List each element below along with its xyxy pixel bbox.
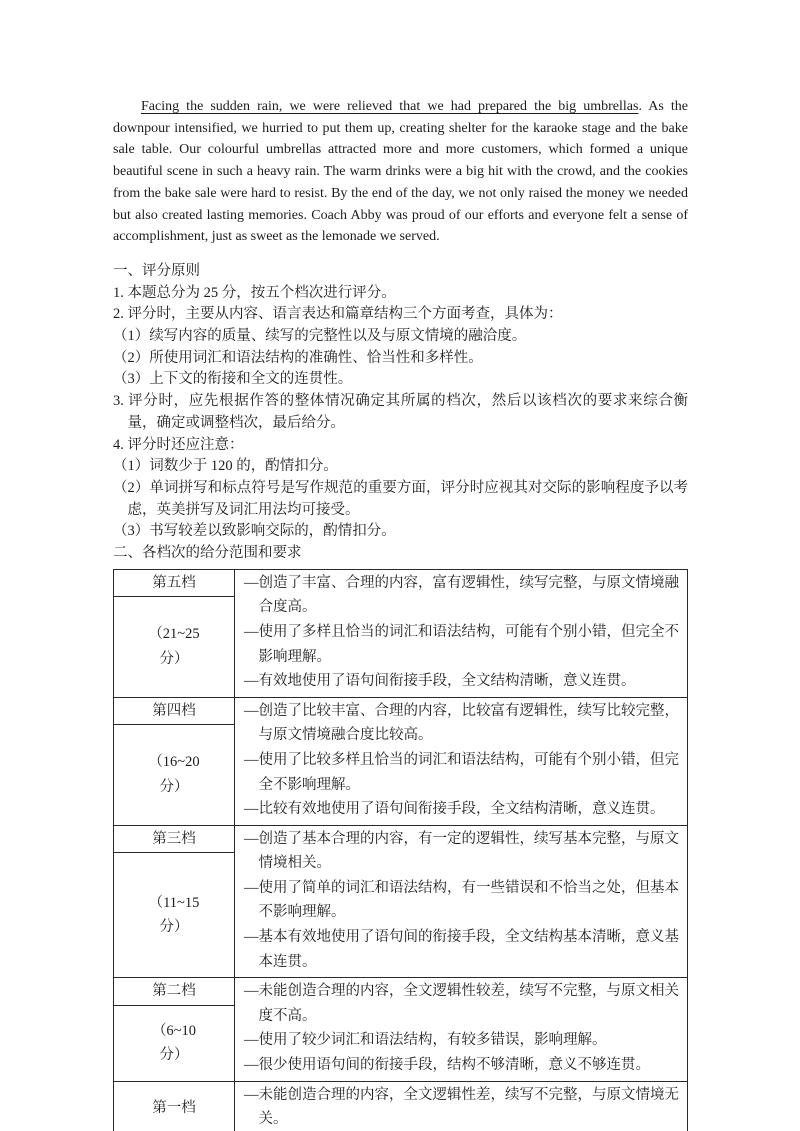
principle-item: （1）词数少于 120 的，酌情扣分。 <box>113 458 338 475</box>
tier3-name: 第三档 <box>114 826 234 854</box>
criterion: —创造了丰富、合理的内容，富有逻辑性，续写完整，与原文情境融合度高。 <box>244 574 679 616</box>
principle-item: （2）所使用词汇和语法结构的准确性、恰当性和多样性。 <box>113 349 483 366</box>
rubric-row-tier1 <box>114 1081 687 1131</box>
principle-item: 2. 评分时，主要从内容、语言表达和篇章结构三个方面考查，具体为： <box>113 306 563 323</box>
tier3-criteria-cell <box>235 826 687 978</box>
tier5-name: 第五档 <box>114 570 234 598</box>
tier1-name: 第一档 <box>152 1099 196 1116</box>
principle-item: （3）上下文的衔接和全文的连贯性。 <box>113 371 353 388</box>
tier4-name: 第四档 <box>114 698 234 726</box>
criterion: —很少使用语句间的衔接手段，结构不够清晰，意义不够连贯。 <box>244 1057 650 1074</box>
tier4-criteria-cell <box>235 698 687 825</box>
principle-item: 3. 评分时，应先根据作答的整体情况确定其所属的档次，然后以该档次的要求来综合衡量，确定或调整档次，最后给分。 <box>113 393 688 431</box>
principle-item: （1）续写内容的质量、续写的完整性以及与原文情境的融洽度。 <box>113 328 527 345</box>
criterion: —基本有效地使用了语句间的衔接手段，全文结构基本清晰，意义基本连贯。 <box>244 929 679 970</box>
tier3-score-range: （11~15 <box>148 894 200 911</box>
rubric-row-tier3 <box>114 825 687 978</box>
tier1-label-cell <box>114 1082 235 1131</box>
tier5-criteria-cell <box>235 570 687 697</box>
criterion: —使用了简单的词汇和语法结构，有一些错误和不恰当之处，但基本不影响理解。 <box>244 879 679 921</box>
tier2-label-cell <box>114 978 235 1080</box>
section-scoring-principles <box>113 261 688 565</box>
tier5-score-unit: 分） <box>159 651 189 668</box>
criterion: —使用了较少词汇和语法结构，有较多错误，影响理解。 <box>244 1032 607 1049</box>
tier4-label-cell <box>114 698 235 825</box>
tier3-score <box>114 853 234 977</box>
underlined-opening-sentence: Facing the sudden rain, we were relieved that we had prepared the big umbrellas <box>141 99 639 114</box>
tier4-score-range: （16~20 <box>148 754 200 771</box>
criterion: —比较有效地使用了语句间衔接手段，全文结构清晰，意义连贯。 <box>244 801 665 818</box>
rubric-row-tier4 <box>114 697 687 825</box>
principle-item: （3）书写较差以致影响交际的，酌情扣分。 <box>113 523 396 540</box>
criterion: —有效地使用了语句间衔接手段，全文结构清晰，意义连贯。 <box>244 673 636 690</box>
tier2-criteria-cell <box>235 978 687 1080</box>
section2-heading: 二、各档次的给分范围和要求 <box>113 545 302 562</box>
tier5-score <box>114 597 234 696</box>
principle-item: 1. 本题总分为 25 分，按五个档次进行评分。 <box>113 284 396 301</box>
criterion: —未能创造合理的内容，全文逻辑性差，续写不完整，与原文情境无关。 <box>244 1086 679 1128</box>
principle-item: （2）单词拼写和标点符号是写作规范的重要方面，评分时应视其对交际的影响程度予以考虑，英美拼写及词汇用法均可接受。 <box>113 479 688 518</box>
rubric-row-tier5 <box>114 570 687 697</box>
tier4-score-unit: 分） <box>159 779 189 796</box>
tier2-score-unit: 分） <box>159 1047 189 1064</box>
rubric-row-tier2 <box>114 977 687 1080</box>
principle-item: 4. 评分时还应注意： <box>113 436 244 453</box>
tier4-score <box>114 725 234 824</box>
tier2-score-range: （6~10 <box>151 1022 197 1039</box>
section1-heading: 一、评分原则 <box>113 262 200 279</box>
tier2-name: 第二档 <box>114 978 234 1006</box>
essay-paragraph <box>113 96 688 248</box>
essay-continuation-text: . As the downpour intensified, we hurried to put them up, creating shelter for the karaoke stage and the bake sale table. Our colourful umbrellas attracted more and more customers, which formed a unique beautiful scene in such a heavy rain. The warm drinks were a big hit with the crowd, and the cookies from the bake sale were hard to resist. By the end of the day, we not only raised the money we needed but also created lasting memories. Coach Abby was proud of our efforts and everyone felt a sense of accomplishment, just as sweet as the lemonade we served. <box>113 99 688 245</box>
tier5-score-range: （21~25 <box>148 626 200 643</box>
criterion: —创造了比较丰富、合理的内容，比较富有逻辑性，续写比较完整，与原文情境融合度比较高。 <box>244 702 679 744</box>
tier1-criteria-cell <box>235 1082 687 1131</box>
tier3-label-cell <box>114 826 235 978</box>
tier2-score <box>114 1006 234 1081</box>
criterion: —创造了基本合理的内容，有一定的逻辑性，续写基本完整，与原文情境相关。 <box>244 830 679 872</box>
rubric-table <box>113 569 688 1131</box>
criterion: —使用了比较多样且恰当的词汇和语法结构，可能有个别小错，但完全不影响理解。 <box>244 751 679 793</box>
tier3-score-unit: 分） <box>159 919 189 936</box>
criterion: —未能创造合理的内容，全文逻辑性较差，续写不完整，与原文相关度不高。 <box>244 983 679 1024</box>
tier5-label-cell <box>114 570 235 697</box>
criterion: —使用了多样且恰当的词汇和语法结构，可能有个别小错，但完全不影响理解。 <box>244 623 679 665</box>
